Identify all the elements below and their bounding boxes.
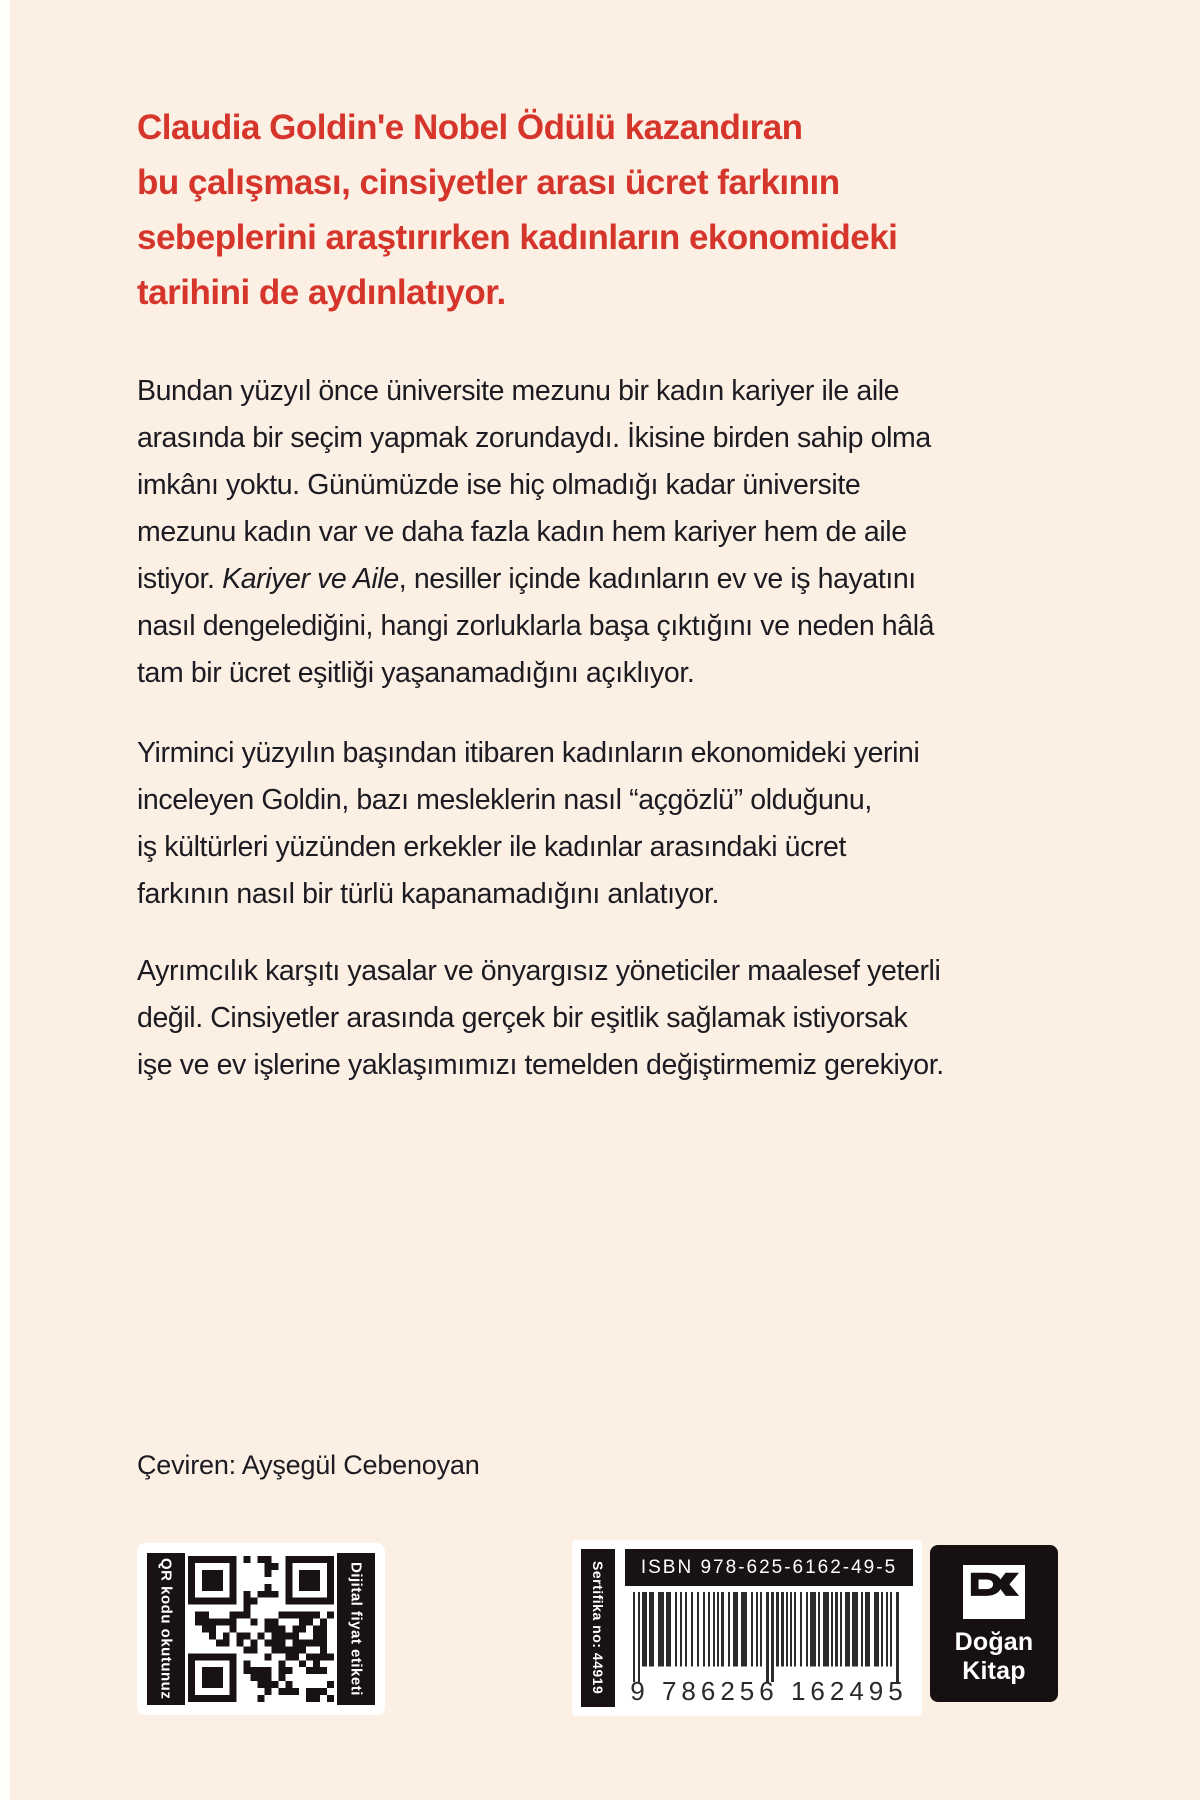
synopsis-paragraph-2 [137,730,919,918]
book-title-italic: Kariyer ve Aile [222,563,399,595]
body-line: arasında bir seçim yapmak zorundaydı. İkisine birden sahip olma [137,422,931,454]
body-text: istiyor. [137,563,223,595]
body-line: Bundan yüzyıl önce üniversite mezunu bir kadın kariyer ile aile [137,375,900,407]
qr-instruction-label: QR kodu okutunuz [157,1558,175,1700]
synopsis-paragraph-1 [137,368,934,697]
digital-price-strip [337,1553,375,1705]
qr-code-icon [188,1556,334,1702]
headline-line: Claudia Goldin'e Nobel Ödülü kazandıran [137,108,803,147]
body-line: Ayrımcılık karşıtı yasalar ve önyargısız yöneticiler maalesef yeterli [137,955,941,987]
body-line: iş kültürleri yüzünden erkekler ile kadınlar arasındaki ücret [137,831,847,863]
body-line: nasıl dengelediğini, hangi zorluklarla başa çıktığını ve neden hâlâ [137,610,935,642]
body-text: , nesiller içinde kadınların ev ve iş hayatını [398,563,916,595]
certificate-label: Sertifika no: 44919 [590,1561,606,1695]
body-line: tam bir ücret eşitliği yaşanamadığını açıklıyor. [137,657,695,689]
digital-price-label: Dijital fiyat etiketi [347,1562,365,1696]
translator-credit: Çeviren: Ayşegül Cebenoyan [137,1450,480,1480]
isbn-barcode-card [572,1540,922,1716]
scan-edge [0,0,10,1800]
headline-line: tarihini de aydınlatıyor. [137,273,506,312]
qr-instruction-strip [147,1553,185,1705]
headline-line: bu çalışması, cinsiyetler arası ücret farkının [137,163,840,202]
ean-barcode-icon [633,1592,905,1682]
barcode-digits: 9 786256 162495 [630,1676,908,1706]
certificate-strip [581,1549,615,1707]
body-line: işe ve ev işlerine yaklaşımımızı temelden değiştirmemiz gerekiyor. [137,1049,944,1081]
body-line: Yirminci yüzyılın başından itibaren kadınların ekonomideki yerini [137,737,920,769]
publisher-name-line1: Doğan [954,1628,1034,1656]
barcode-area [625,1549,913,1707]
body-line [137,556,934,603]
body-line: farkının nasıl bir türlü kapanamadığını anlatıyor. [137,878,720,910]
body-line: mezunu kadın var ve daha fazla kadın hem kariyer hem de aile [137,516,907,548]
publisher-name-line2: Kitap [962,1657,1026,1685]
isbn-label: ISBN 978-625-6162-49-5 [625,1549,913,1586]
qr-price-card [137,1543,385,1715]
dogan-kitap-logo [930,1545,1058,1702]
body-line: imkânı yoktu. Günümüzde ise hiç olmadığı kadar üniversite [137,469,861,501]
synopsis-paragraph-3 [137,948,944,1089]
headline [137,100,897,320]
headline-line: sebeplerini araştırırken kadınların ekonomideki [137,218,898,257]
body-line: değil. Cinsiyetler arasında gerçek bir eşitlik sağlamak istiyorsak [137,1002,908,1034]
dk-monogram-icon [963,1565,1025,1619]
body-line: inceleyen Goldin, bazı mesleklerin nasıl “açgözlü” olduğunu, [137,784,872,816]
